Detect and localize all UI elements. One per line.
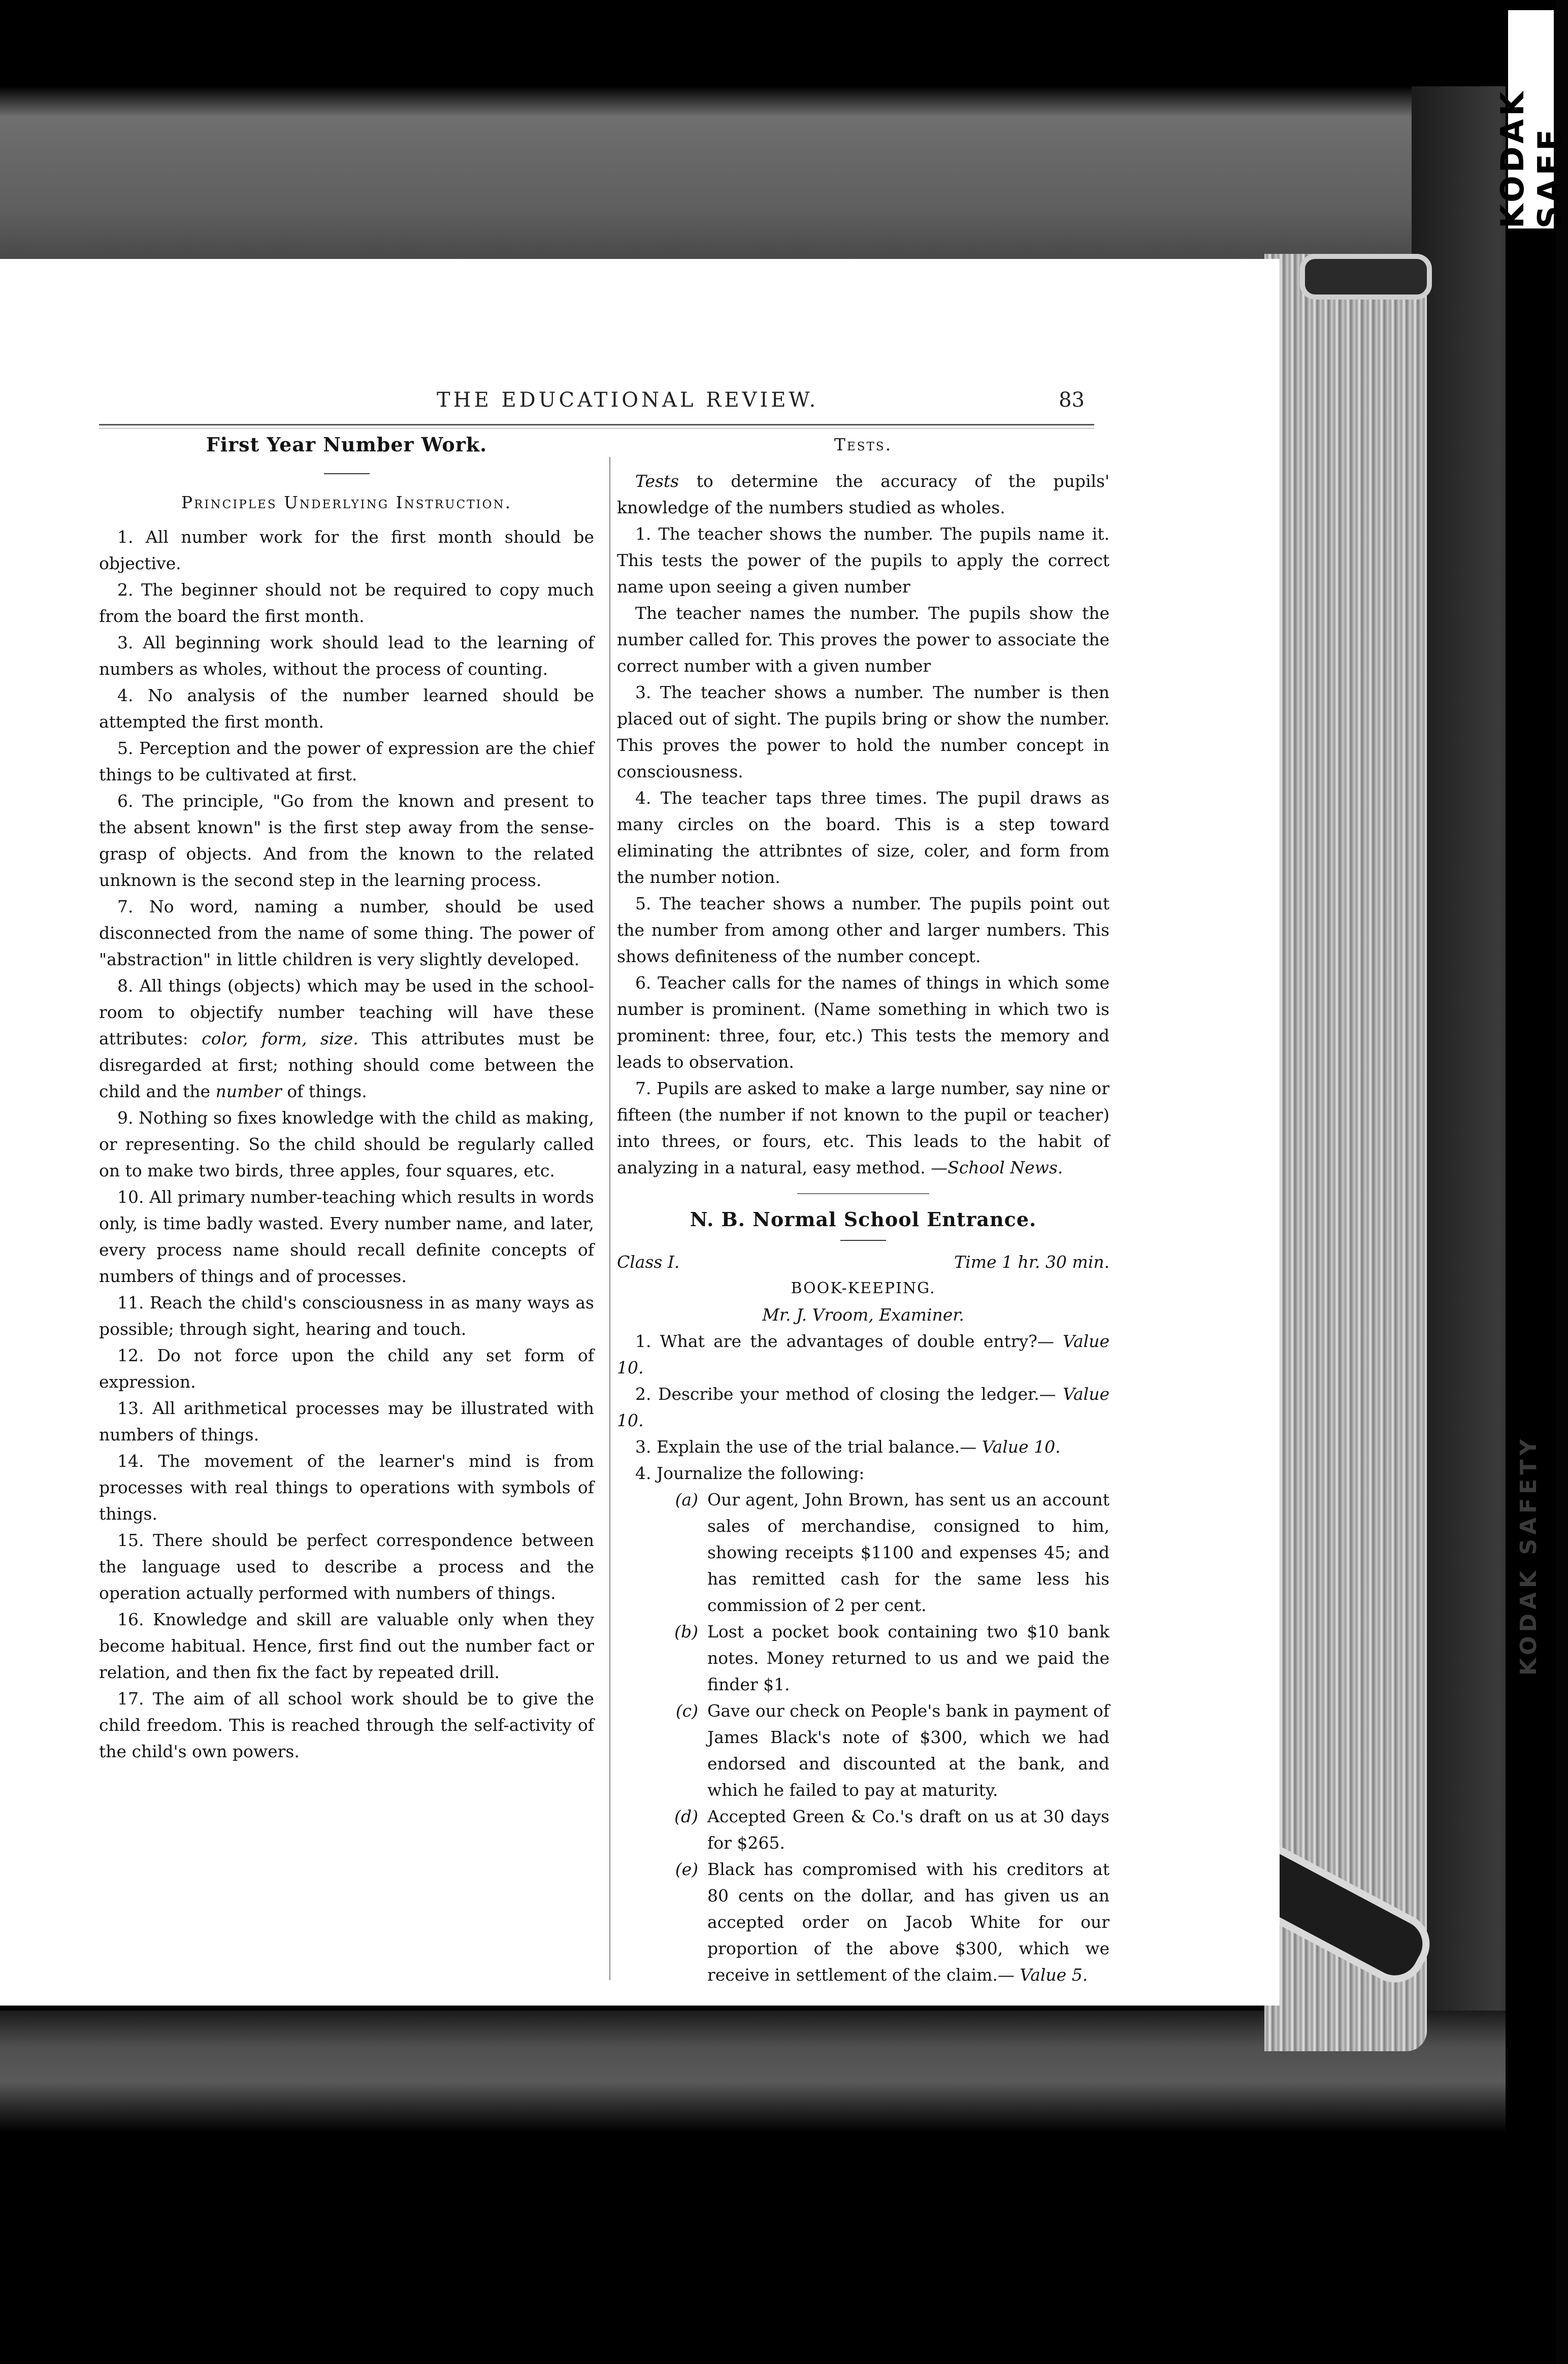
clamp-top [1300, 254, 1432, 300]
journal-label: (b) [674, 1622, 698, 1641]
subject-heading: BOOK-KEEPING. [791, 1279, 936, 1297]
principle-item: 9. Nothing so fixes knowledge with the child as making, or representing. So the child should be regularly called on to make two birds, three apples, four squares, etc. [99, 1108, 594, 1180]
tests-intro-text: to determine the accuracy of the pupils' knowledge of the numbers studied as wholes. [617, 471, 1109, 517]
nb-title-rule [840, 1240, 886, 1241]
test-item-7 [617, 1075, 1109, 1181]
film-brand-label-faint: KODAK SAFETY [1516, 1435, 1542, 1676]
test-item: 4. The teacher taps three times. The pupil draws as many circles on the board. This is a step toward eliminating the attribntes of size, coler, and form from the number notion. [617, 788, 1109, 887]
book-page [0, 259, 1280, 2006]
principle-item: 17. The aim of all school work should be to give the child freedom. This is reached through the self-activity of the child's own powers. [99, 1689, 594, 1761]
film-edge-strip [1506, 0, 1556, 2364]
journal-label: (d) [674, 1807, 698, 1826]
principle-item: 12. Do not force upon the child any set form of expression. [99, 1345, 594, 1392]
class-time-line [617, 1249, 1109, 1275]
question-value: Value 10. [617, 1384, 1109, 1430]
question-1 [617, 1328, 1109, 1381]
tests-intro-italic: Tests [635, 471, 679, 491]
principle-item: 15. There should be perfect correspondence between the language used to describe a process and the operation actually performed with numbers of things. [99, 1530, 594, 1603]
journal-list [617, 1487, 1109, 1988]
journal-text: Gave our check on People's bank in payment of James Black's note of $300, which we had endorsed and discounted at the bank, and which he failed to pay at maturity. [707, 1701, 1109, 1800]
title-rule [324, 473, 370, 474]
principle-item: 14. The movement of the learner's mind is from processes with real things to operations with symbols of things. [99, 1451, 594, 1524]
time-label: Time 1 hr. 30 min. [954, 1252, 1109, 1272]
journal-item-a [617, 1487, 1109, 1619]
journal-text-e [707, 1856, 1109, 1988]
nb-entrance-title: N. B. Normal School Entrance. [690, 1208, 1037, 1231]
header-rule [99, 424, 1094, 425]
principle-item: 2. The beginner should not be required to copy much from the board the first month. [99, 580, 594, 626]
tests-heading: Tests. [834, 435, 893, 454]
journal-text: Our agent, John Brown, has sent us an account sales of merchandise, consigned to him, showing receipts $1100 and expenses 45; and has remitted cash for the same less his commission of 2 per cent. [707, 1490, 1109, 1615]
examiner-line: Mr. J. Vroom, Examiner. [762, 1305, 964, 1325]
item8-middle: This attributes must be disregarded at first; nothing should come between the child and the [99, 1029, 594, 1101]
film-brand-label: KODAK SAFE [1508, 10, 1554, 228]
question-4: 4. Journalize the following: [635, 1463, 865, 1483]
item8-before: 8. All things (objects) which may be used in the school-room to objectify number teaching will have these attributes: [99, 976, 594, 1048]
left-section-title: First Year Number Work. [206, 433, 487, 456]
running-title: THE EDUCATIONAL REVIEW. [437, 388, 819, 412]
principle-item-8 [99, 973, 594, 1105]
tests-intro [617, 468, 1109, 521]
principle-item: 11. Reach the child's consciousness in as many ways as possible; through sight, hearing and touch. [99, 1293, 594, 1339]
test-item: 1. The teacher shows the number. The pupils name it. This tests the power of the pupils to apply the correct name upon seeing a given number [617, 524, 1109, 597]
journal-text: Lost a pocket book containing two $10 bank notes. Money returned to us and we paid the finder $1. [707, 1622, 1109, 1694]
journal-item-e [617, 1856, 1109, 1988]
journal-text: Accepted Green & Co.'s draft on us at 30 days for $265. [707, 1807, 1109, 1853]
column-divider [609, 457, 610, 1980]
principle-item: 10. All primary number-teaching which results in words only, is time badly wasted. Every number name, and later, every process name should recall definite concepts of numbers of things and of processes. [99, 1187, 594, 1286]
journal-label: (e) [675, 1859, 698, 1879]
book-page-edges [1264, 254, 1427, 2051]
journal-text: Black has compromised with his creditors at 80 cents on the dollar, and has given us an accepted order on Jacob White for our proportion of the above $300, which we receive in settlement of the claim.— [707, 1859, 1109, 1985]
principle-item: 13. All arithmetical processes may be illustrated with numbers of things. [99, 1398, 594, 1444]
principle-item: 4. No analysis of the number learned should be attempted the first month. [99, 685, 594, 732]
class-label: Class I. [617, 1252, 680, 1272]
principle-item: 1. All number work for the first month should be objective. [99, 527, 594, 573]
right-column [617, 432, 1109, 1988]
question-text: 2. Describe your method of closing the ledger.— [635, 1384, 1056, 1404]
question-3 [617, 1434, 1109, 1460]
test-item: 5. The teacher shows a number. The pupils point out the number from among other and larger numbers. This shows definiteness of the number concept. [617, 894, 1109, 966]
journal-label: (c) [675, 1701, 698, 1721]
test-item: The teacher names the number. The pupils show the number called for. This proves the power to associate the correct number with a given number [617, 603, 1109, 676]
principle-item: 5. Perception and the power of expression are the chief things to be cultivated at first. [99, 738, 594, 784]
question-text: 1. What are the advantages of double entry?— [635, 1331, 1054, 1351]
item8-italic: color, form, size. [202, 1029, 358, 1048]
question-value: Value 10. [982, 1437, 1061, 1457]
left-subtitle: Principles Underlying Instruction. [181, 492, 512, 512]
journal-item-c [617, 1698, 1109, 1803]
film-bottom-band [0, 2011, 1556, 2364]
left-column [99, 432, 594, 1765]
journal-label: (a) [675, 1490, 698, 1509]
item8-after: of things. [287, 1081, 367, 1101]
journal-item-b [617, 1619, 1109, 1698]
principle-item: 6. The principle, "Go from the known and present to the absent known" is the first step away from the sense-grasp of objects. And from the known to the related unknown is the second step in the learning process. [99, 791, 594, 890]
header-rule-thin [99, 428, 1094, 429]
journal-item-d [617, 1803, 1109, 1856]
journal-value: Value 5. [1020, 1965, 1088, 1985]
question-2 [617, 1381, 1109, 1434]
question-value: Value 10. [617, 1331, 1109, 1377]
test7-text: 7. Pupils are asked to make a large number, say nine or fifteen (the number if not known to the pupil or teacher) into threes, or fours, etc. This leads to the habit of analyzing in a natural, easy method. [617, 1078, 1109, 1177]
principle-item: 7. No word, naming a number, should be used disconnected from the name of some thing. The power of "abstraction" in little children is very slightly developed. [99, 897, 594, 969]
principle-item: 16. Knowledge and skill are valuable only when they become habitual. Hence, first find out the number fact or relation, and then fix the fact by repeated drill. [99, 1610, 594, 1682]
section-rule [797, 1193, 929, 1194]
test7-source: —School News. [931, 1158, 1063, 1177]
item8-italic-number: number [215, 1081, 282, 1101]
test-item: 3. The teacher shows a number. The number is then placed out of sight. The pupils bring or show the number. This proves the power to hold the number concept in consciousness. [617, 682, 1109, 781]
test-item: 6. Teacher calls for the names of things in which some number is prominent. (Name something in which two is prominent: three, four, etc.) This tests the memory and leads to observation. [617, 973, 1109, 1072]
page-number: 83 [1059, 388, 1085, 412]
question-text: 3. Explain the use of the trial balance.— [635, 1437, 977, 1457]
principle-item: 3. All beginning work should lead to the learning of numbers as wholes, without the process of counting. [99, 633, 594, 679]
